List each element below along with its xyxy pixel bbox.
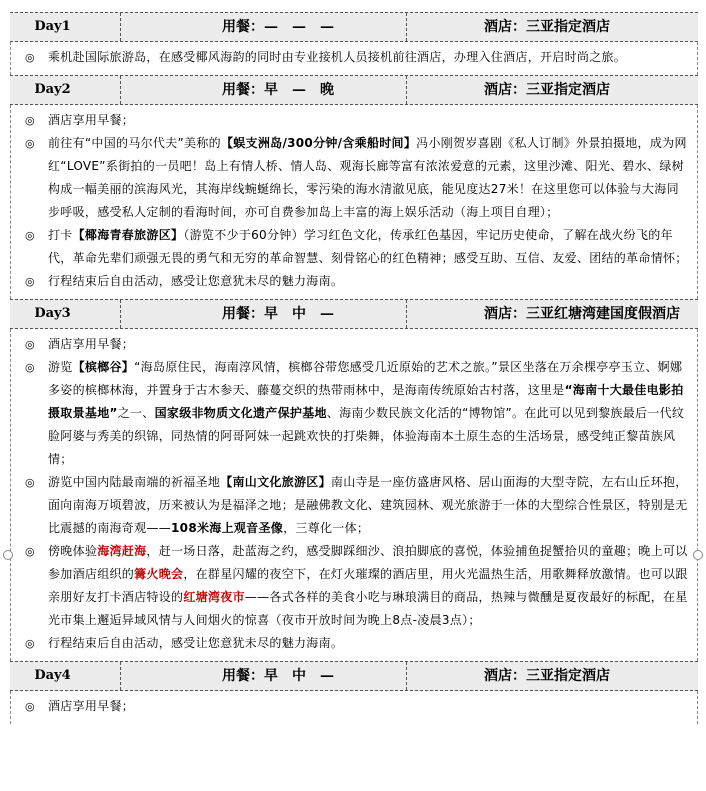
meal-info: 用餐：— — — xyxy=(222,19,334,35)
item-text: ，三尊化一体； xyxy=(283,521,370,535)
bold-text: 【蜈支洲岛/300分钟/含乘船时间】 xyxy=(220,136,417,150)
day-items xyxy=(10,42,698,75)
item-text: ，在群星闪耀的夜空下，在灯火璀璨的酒店里，用火光温热生活，用歌舞释放激情。也可以跟亲朋好友打卡酒店特设的 xyxy=(48,567,688,604)
item-text: “海岛原住民，海南淳风情，槟榔谷带您感受几近原始的艺术之旅。”景区坐落在万余棵亭亭玉立、婀娜多姿的槟榔林海，并置身于古木参天、藤蔓交织的热带雨林中，是海南传统原始古村落，这里是 xyxy=(48,360,683,397)
day-header xyxy=(10,12,698,42)
highlight-text: 篝火晚会 xyxy=(134,567,184,581)
item-text: 酒店享用早餐； xyxy=(48,113,135,127)
itinerary-item xyxy=(11,132,697,224)
header-divider xyxy=(120,76,121,104)
item-text: 打卡 xyxy=(48,228,73,242)
bullet-icon: ◎ xyxy=(25,229,35,242)
item-text: 行程结束后自由活动，感受让您意犹未尽的魅力海南。 xyxy=(48,636,344,650)
day-section xyxy=(10,299,698,661)
itinerary-item xyxy=(11,333,697,356)
hotel-info: 酒店：三亚指定酒店 xyxy=(484,668,610,684)
bold-text: 【槟榔谷】 xyxy=(72,360,135,374)
itinerary-item xyxy=(11,632,697,655)
hotel-info: 酒店：三亚指定酒店 xyxy=(484,82,610,98)
itinerary-item xyxy=(11,356,697,471)
bold-text: 【南山文化旅游区】 xyxy=(220,475,331,489)
itinerary-item xyxy=(11,695,697,718)
bold-text: “海南十大最佳电影拍摄取景基地” xyxy=(48,383,684,420)
day-items xyxy=(10,329,698,661)
day-header xyxy=(10,661,698,691)
bold-text: 国家级非物质文化遗产保护基地 xyxy=(154,406,327,420)
itinerary-item xyxy=(11,471,697,540)
item-text: 行程结束后自由活动，感受让您意犹未尽的魅力海南。 xyxy=(48,274,344,288)
day-label: Day2 xyxy=(34,82,71,97)
day-section xyxy=(10,12,698,75)
hotel-info: 酒店：三亚红塘湾建国度假酒店 xyxy=(484,306,680,322)
header-divider xyxy=(120,300,121,328)
bullet-icon: ◎ xyxy=(25,114,35,127)
itinerary-item xyxy=(11,540,697,632)
bullet-icon: ◎ xyxy=(25,51,35,64)
day-header xyxy=(10,75,698,105)
day-section xyxy=(10,661,698,724)
meal-info: 用餐：早 中 — xyxy=(222,668,334,684)
item-text: 南山寺是一座仿盛唐风格、居山面海的大型寺院，左右山丘环抱，面向南海万顷碧波，历来被认为是福泽之地；是融佛教文化、建筑园林、观光旅游于一体的大型综合性景区，特别是无比震撼的南海奇观—— xyxy=(48,475,688,535)
meal-info: 用餐：早 中 — xyxy=(222,306,334,322)
header-divider xyxy=(406,300,407,328)
item-text: 酒店享用早餐； xyxy=(48,337,135,351)
day-items xyxy=(10,691,698,724)
bullet-icon: ◎ xyxy=(25,545,35,558)
resize-handle-left[interactable] xyxy=(3,550,13,560)
item-text: 酒店享用早餐； xyxy=(48,699,135,713)
bold-text: 108米海上观音圣像 xyxy=(171,521,284,535)
bullet-icon: ◎ xyxy=(25,700,35,713)
bullet-icon: ◎ xyxy=(25,637,35,650)
meal-info: 用餐：早 — 晚 xyxy=(222,82,334,98)
item-text: 冯小刚贺岁喜剧《私人订制》外景拍摄地，成为网红“LOVE”系街拍的一员吧！岛上有情人桥、情人岛、观海长廊等富有浓浓爱意的元素，这里沙滩、阳光、碧水、绿树构成一幅美丽的滨海风光，其海岸线蜿蜒绵长，零污染的海水清澈见底，能见度达27米！在这里您可以体验与大海同步呼吸，感受私人定制的看海时间，亦可自费参加岛上丰富的海上娱乐活动（海上项目自理）； xyxy=(48,136,687,219)
header-divider xyxy=(120,13,121,41)
day-items xyxy=(10,105,698,299)
itinerary-item xyxy=(11,270,697,293)
day-header xyxy=(10,299,698,329)
day-label: Day3 xyxy=(34,306,71,321)
header-divider xyxy=(406,662,407,690)
item-text: （游览不少于60分钟）学习红色文化，传承红色基因，牢记历史使命，了解在战火纷飞的年代，革命先辈们顽强无畏的勇气和无穷的革命智慧、刻骨铭心的红色精神；感受互助、互信、友爱、团结的革命情怀； xyxy=(48,228,688,265)
bold-text: 【椰海青春旅游区】 xyxy=(72,228,184,242)
item-text: ——各式各样的美食小吃与琳琅满目的商品，热辣与微醺是夏夜最好的标配，在星光市集上邂逅异域风情与人间烟火的惊喜（夜市开放时间为晚上8点-凌晨3点）； xyxy=(48,590,688,627)
item-text: ，赶一场日落，赴蓝海之约，感受脚踩细沙、浪拍脚底的喜悦，体验捕鱼捉蟹拾贝的童趣；晚上可以参加酒店组织的 xyxy=(48,544,688,581)
header-divider xyxy=(120,662,121,690)
item-text: 傍晚体验 xyxy=(48,544,98,558)
item-text: 游览中国内陆最南端的祈福圣地 xyxy=(48,475,221,489)
bullet-icon: ◎ xyxy=(25,137,35,150)
bullet-icon: ◎ xyxy=(25,338,35,351)
itinerary-document xyxy=(10,12,698,724)
itinerary-item xyxy=(11,224,697,270)
itinerary-item xyxy=(11,109,697,132)
item-text: 乘机赴国际旅游岛，在感受椰风海韵的同时由专业接机人员接机前往酒店，办理入住酒店，开启时尚之旅。 xyxy=(48,50,627,64)
itinerary-item xyxy=(11,46,697,69)
highlight-text: 红塘湾夜市 xyxy=(183,590,245,604)
highlight-text: 海湾赶海 xyxy=(97,544,147,558)
day-label: Day4 xyxy=(34,668,71,683)
resize-handle-right[interactable] xyxy=(693,550,703,560)
day-label: Day1 xyxy=(34,19,71,34)
header-divider xyxy=(406,76,407,104)
item-text: 之一、 xyxy=(117,406,155,420)
hotel-info: 酒店：三亚指定酒店 xyxy=(484,19,610,35)
bullet-icon: ◎ xyxy=(25,275,35,288)
item-text: 游览 xyxy=(48,360,73,374)
header-divider xyxy=(406,13,407,41)
item-text: 前往有“中国的马尔代夫”美称的 xyxy=(48,136,221,150)
bullet-icon: ◎ xyxy=(25,361,35,374)
item-text: 、海南少数民族文化活的“博物馆”。在此可以见到黎族最后一代纹脸阿婆与秀美的织锦，同热情的阿哥阿妹一起跳欢快的打柴舞，体验海南本土原生态的生活场景，感受纯正黎苗族风情； xyxy=(48,406,685,466)
bullet-icon: ◎ xyxy=(25,476,35,489)
day-section xyxy=(10,75,698,299)
